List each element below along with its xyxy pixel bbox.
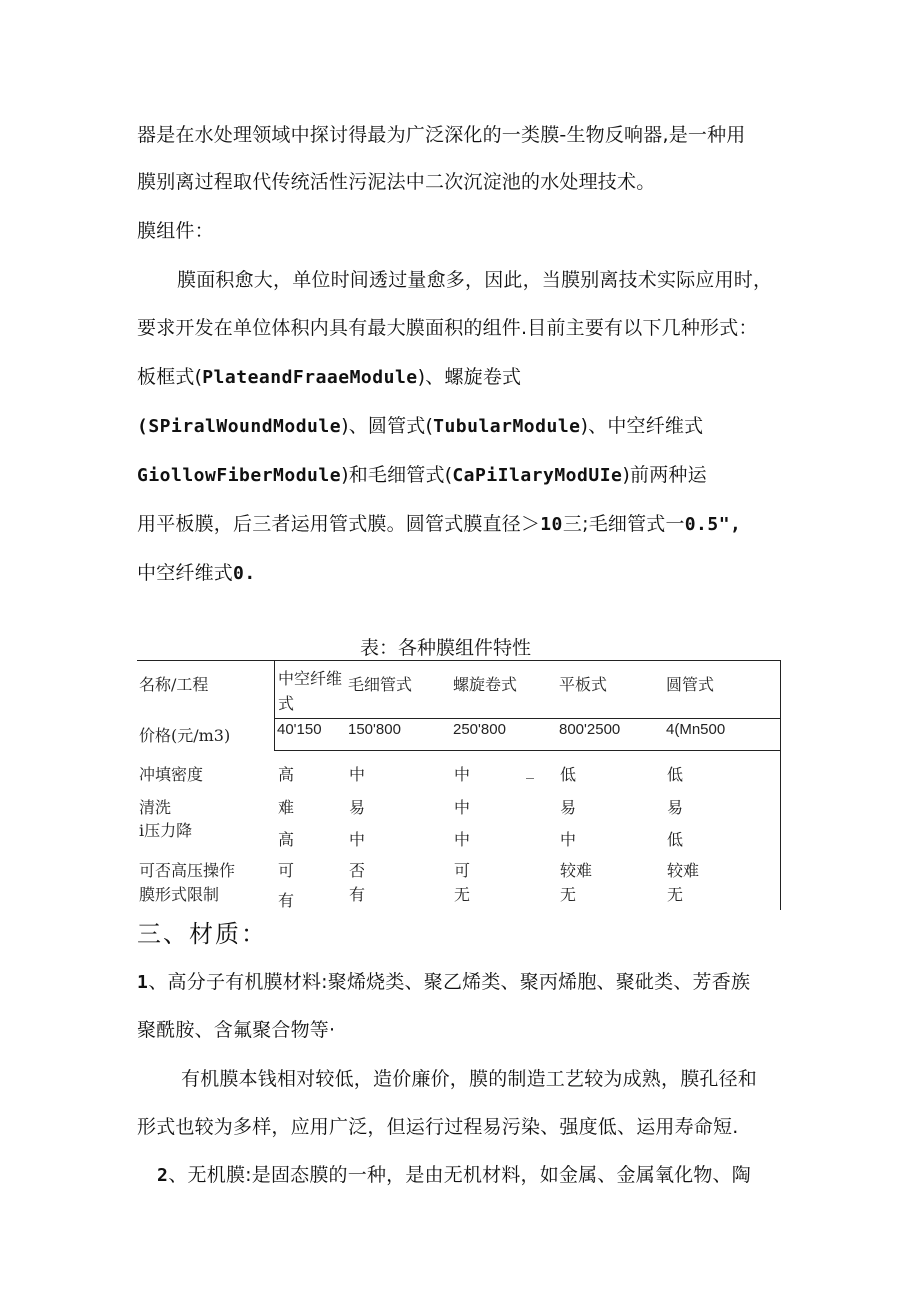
item-number: 2 — [157, 1165, 169, 1186]
table-rule-header-bottom — [274, 718, 781, 719]
table-cell: 低 — [667, 830, 684, 849]
table-cell: 150'800 — [348, 721, 401, 738]
item-number: 1 — [137, 972, 149, 993]
table-cell: 中 — [560, 830, 577, 849]
table-cell: 有 — [278, 891, 295, 910]
table-cell: 可 — [278, 861, 295, 880]
text-span: 用平板膜，后三者运用管式膜。圆管式膜直径＞ — [137, 513, 541, 535]
table-cell: 可 — [454, 861, 471, 880]
section-subheading: 膜组件： — [137, 220, 214, 242]
paragraph-line — [137, 509, 741, 536]
table-cell: 易 — [349, 798, 366, 817]
table-cell: 无 — [454, 885, 471, 904]
paragraph-line — [137, 967, 750, 994]
table-cell: 易 — [560, 798, 577, 817]
module-name: CaPiIlaryModUIe — [452, 465, 623, 486]
table-row-label: 清洗 — [139, 798, 172, 817]
table-header-cell: 中空纤维 — [278, 669, 343, 688]
table-rule-vertical-left — [274, 660, 275, 751]
paragraph-line: 膜别离过程取代传统活性污泥法中二次沉淀池的水处理技术。 — [137, 171, 656, 193]
number-span: 0. — [233, 563, 256, 584]
text-span: )、中空纤维式 — [580, 415, 704, 437]
paragraph-line — [137, 362, 521, 389]
paragraph-line — [137, 411, 703, 438]
table-header-cell: 名称/工程 — [139, 675, 209, 694]
text-span: ( — [137, 416, 149, 437]
module-name: GiollowFiberModule — [137, 465, 342, 486]
table-row-label: 可否高压操作 — [139, 861, 236, 880]
table-row-label: 膜形式限制 — [139, 885, 220, 904]
text-span: )前两种运 — [622, 464, 707, 486]
table-header-cell: 平板式 — [559, 675, 608, 694]
text-span: 、高分子有机膜材料:聚烯烧类、聚乙烯类、聚丙烯胞、聚砒类、芳香族 — [148, 971, 751, 993]
paragraph-line — [157, 1160, 751, 1187]
table-cell: 难 — [278, 798, 295, 817]
paragraph-line — [137, 460, 707, 487]
table-cell: 中 — [349, 765, 366, 784]
text-span: 中空纤维式 — [137, 562, 234, 584]
paragraph-line: 有机膜本钱相对较低，造价廉价，膜的制造工艺较为成熟，膜孔径和 — [181, 1068, 758, 1090]
module-name: PlateandFraaeModule — [202, 367, 418, 388]
section-heading: 三、材质： — [137, 920, 267, 948]
table-cell: 4(Mn500 — [666, 721, 726, 738]
module-name: SPiralWoundModule — [148, 416, 342, 437]
table-row-label: i压力降 — [139, 821, 193, 840]
table-cell: 中 — [454, 765, 471, 784]
table-cell: 中 — [349, 830, 366, 849]
text-span: )和毛细管式( — [341, 464, 453, 486]
paragraph-line: 膜面积愈大，单位时间透过量愈多，因此，当膜别离技术实际应用时， — [177, 269, 773, 291]
module-name: TubularModule — [433, 416, 581, 437]
table-rule-top — [137, 660, 781, 661]
table-cell: _ — [526, 760, 534, 779]
table-cell: 高 — [278, 765, 295, 784]
table-cell: 易 — [667, 798, 684, 817]
text-span: 三;毛细管式一 — [562, 513, 685, 535]
number-span: 10 — [540, 514, 563, 535]
paragraph-line: 器是在水处理领域中探讨得最为广泛深化的一类膜-生物反响器,是一种用 — [137, 124, 746, 146]
text-span: 、无机膜:是固态膜的一种，是由无机材料，如金属、金属氧化物、陶 — [168, 1164, 751, 1186]
table-header-cell: 毛细管式 — [348, 675, 413, 694]
table-cell: 有 — [349, 885, 366, 904]
table-row-label: 冲填密度 — [139, 765, 204, 784]
table-header-cell: 圆管式 — [666, 675, 715, 694]
paragraph-line: 要求开发在单位体积内具有最大膜面积的组件.目前主要有以下几种形式： — [137, 317, 758, 339]
table-cell: 中 — [454, 798, 471, 817]
paragraph-line: 聚酰胺、含氟聚合物等· — [137, 1019, 336, 1041]
number-span: 0.5", — [684, 514, 742, 535]
table-header-cell: 螺旋卷式 — [453, 675, 518, 694]
text-span: 板框式( — [137, 366, 203, 388]
text-span: )、螺旋卷式 — [417, 366, 522, 388]
table-cell: 否 — [349, 861, 366, 880]
table-cell: 800'2500 — [559, 721, 621, 738]
table-cell: 低 — [667, 765, 684, 784]
table-cell: 无 — [560, 885, 577, 904]
table-cell: 250'800 — [453, 721, 506, 738]
table-cell: 较难 — [667, 861, 700, 880]
paragraph-line: 形式也较为多样，应用广泛，但运行过程易污染、强度低、运用寿命短. — [137, 1116, 739, 1138]
table-rule-vertical-right — [780, 660, 781, 910]
table-cell: 低 — [560, 765, 577, 784]
table-header-cell: 式 — [278, 694, 295, 713]
table-cell: 无 — [667, 885, 684, 904]
text-span: )、圆管式( — [341, 415, 434, 437]
table-cell: 较难 — [560, 861, 593, 880]
paragraph-line — [137, 558, 256, 585]
table-cell: 40'150 — [277, 721, 322, 738]
table-cell: 中 — [454, 830, 471, 849]
table-rule-price-bottom — [274, 750, 781, 751]
table-cell: 高 — [278, 830, 295, 849]
table-row-label: 价格(元/m3) — [139, 726, 231, 745]
table-caption: 表：各种膜组件特性 — [360, 637, 532, 659]
